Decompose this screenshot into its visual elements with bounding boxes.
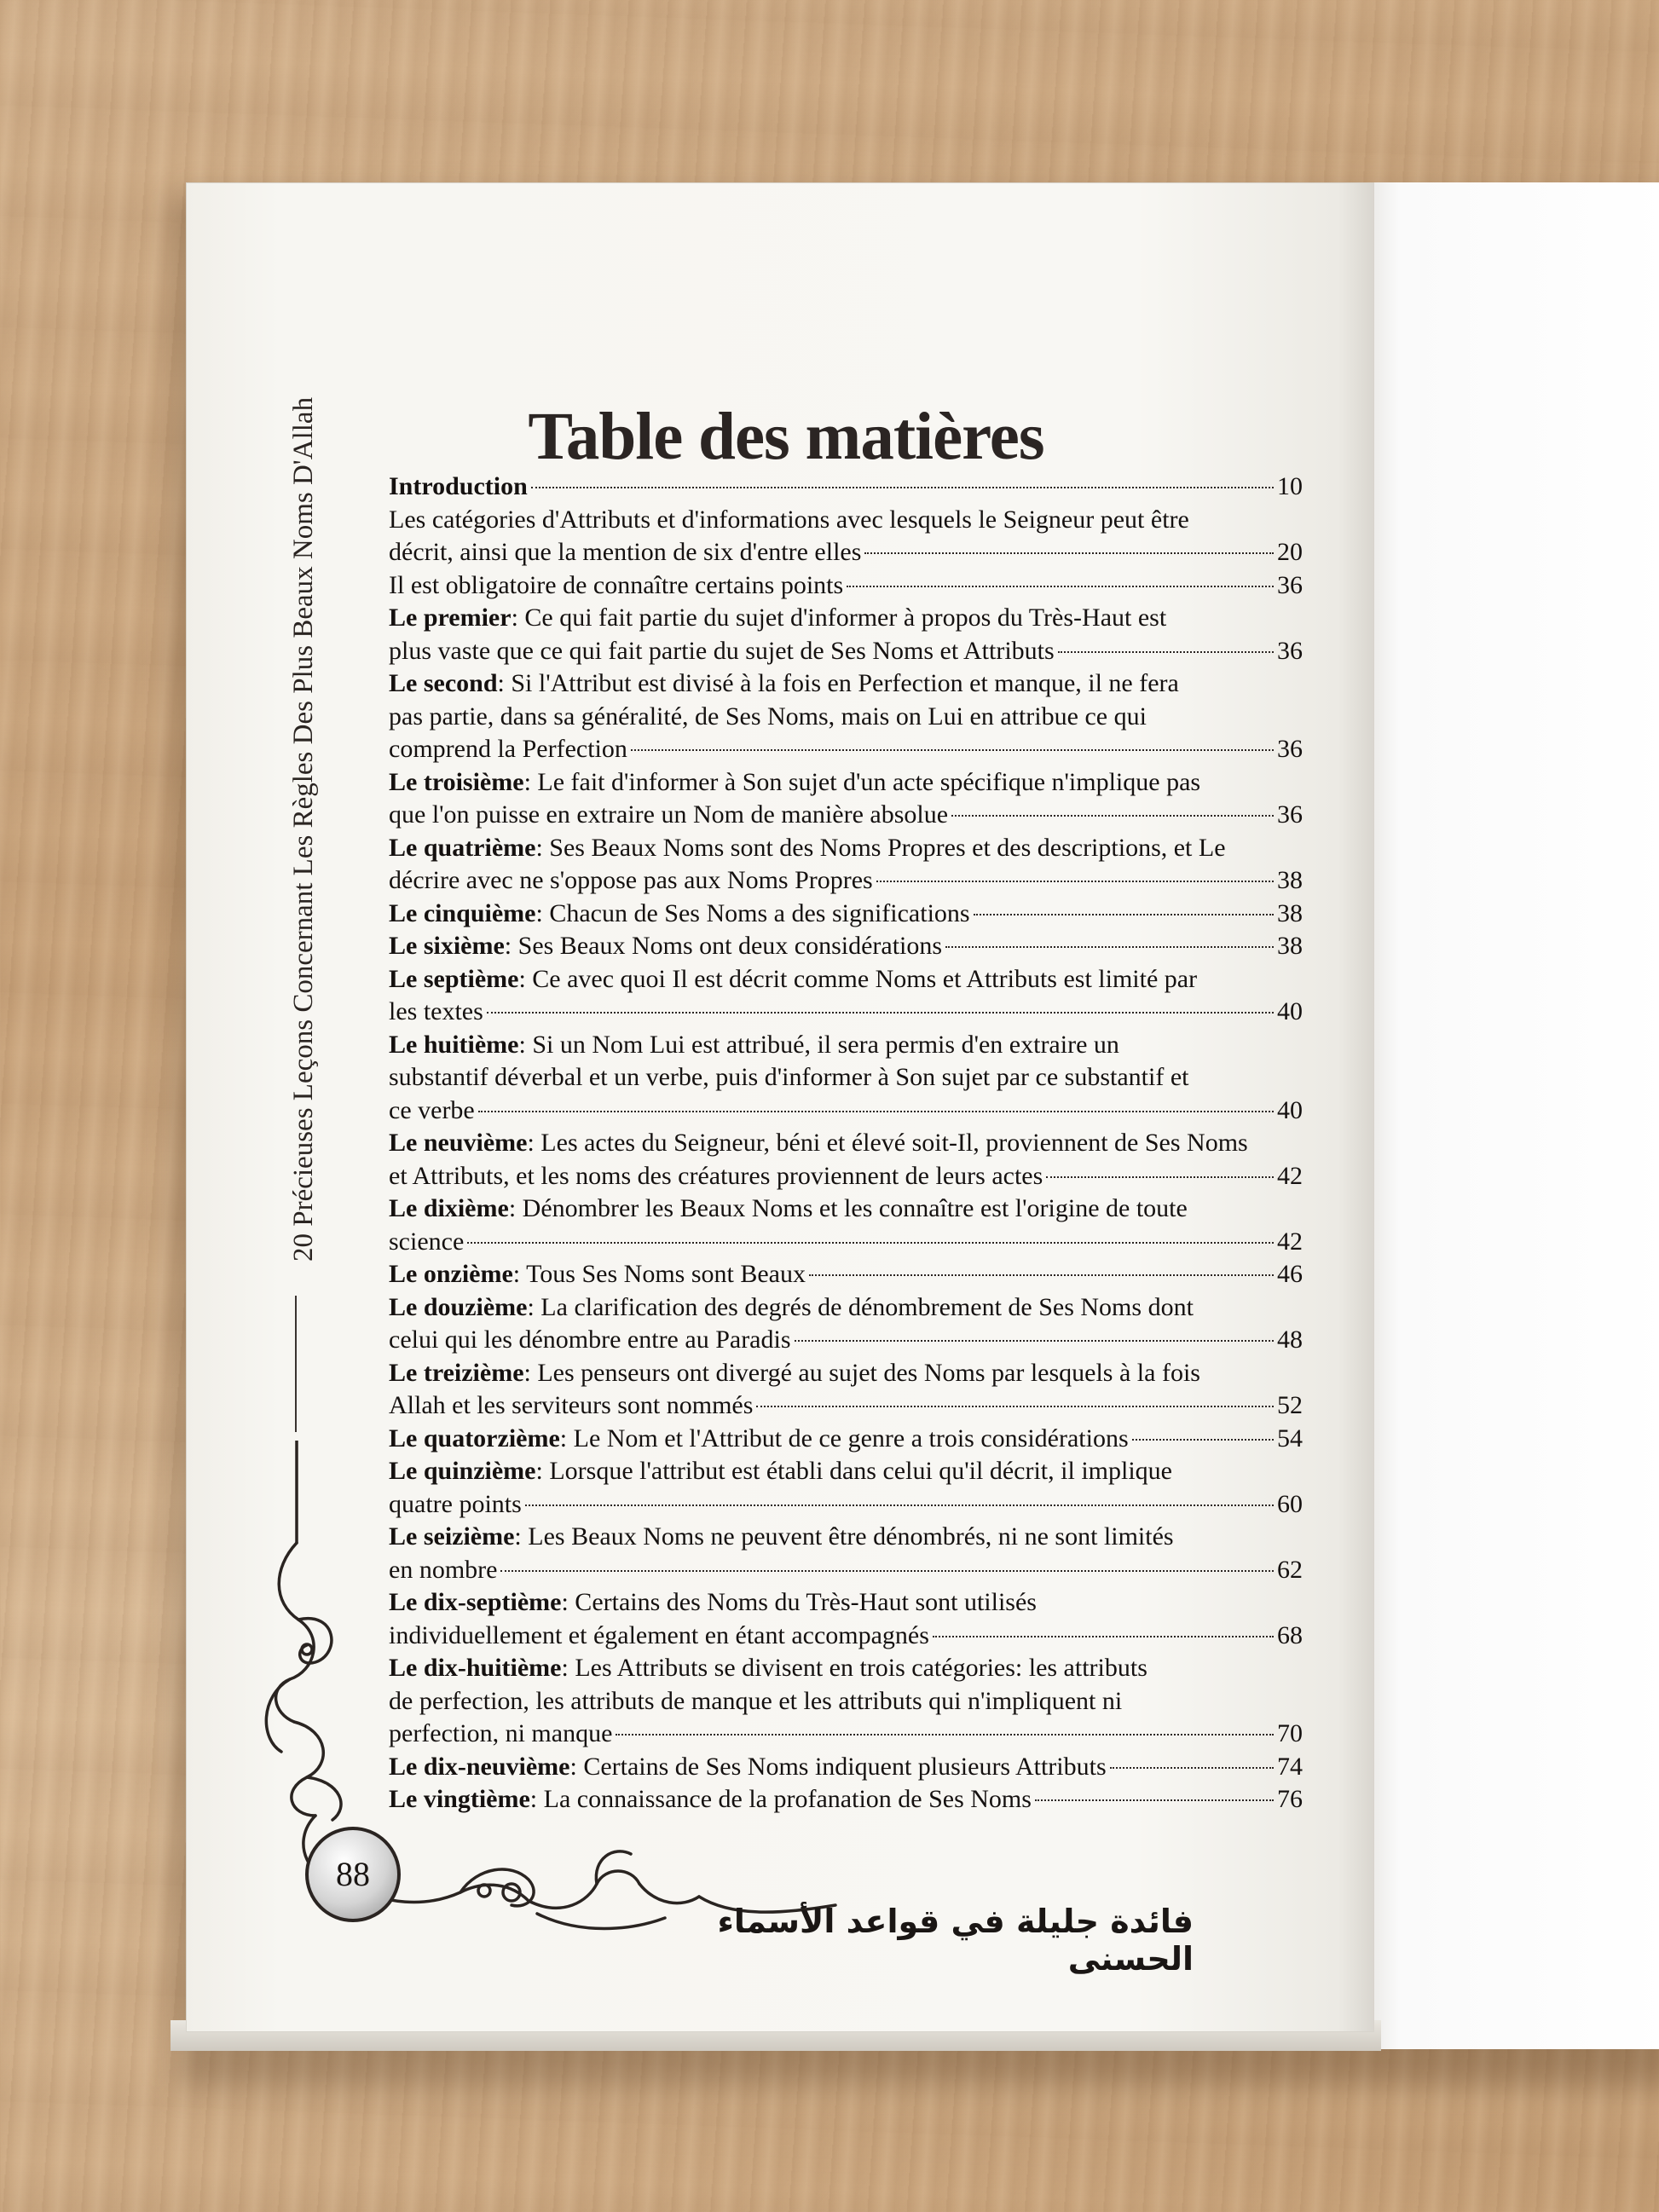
toc-page-number: 38 bbox=[1277, 932, 1303, 960]
toc-entry bbox=[389, 471, 1303, 504]
toc-entry-label: Le troisième bbox=[389, 767, 524, 796]
toc-entry bbox=[389, 504, 1303, 569]
toc-page-number: 54 bbox=[1277, 1424, 1303, 1453]
toc-entry-text: : Si un Nom Lui est attribué, il sera permis d'en extraire un bbox=[518, 1030, 1119, 1059]
dot-leader bbox=[631, 749, 1274, 751]
toc-entry-text: : Ce avec quoi Il est décrit comme Noms et Attributs est limité par bbox=[518, 964, 1198, 993]
toc-line bbox=[389, 996, 1303, 1029]
toc-entry-label: Le seizième bbox=[389, 1522, 515, 1551]
toc-line bbox=[389, 602, 1303, 635]
toc-line bbox=[389, 898, 1303, 931]
dot-leader bbox=[809, 1274, 1274, 1276]
toc-entry-label: Le dixième bbox=[389, 1194, 509, 1222]
toc-entry bbox=[389, 602, 1303, 667]
toc-line bbox=[389, 1193, 1303, 1226]
toc-entry-label: Le neuvième bbox=[389, 1129, 528, 1157]
toc-line-text bbox=[389, 1324, 791, 1357]
toc-entry bbox=[389, 1127, 1303, 1193]
toc-entry-text: : Ses Beaux Noms sont des Noms Propres et des descriptions, et Le bbox=[535, 833, 1226, 862]
toc-entry-text: de perfection, les attributs de manque et les attributs qui n'impliquent ni bbox=[389, 1686, 1123, 1715]
toc-entry-text: : Ce qui fait partie du sujet d'informer à propos du Très-Haut est bbox=[511, 604, 1167, 632]
toc-line bbox=[389, 1029, 1303, 1062]
toc-entry-label: Le dix-huitième bbox=[389, 1654, 562, 1682]
toc-page-number: 46 bbox=[1277, 1260, 1303, 1288]
toc-line-text bbox=[389, 996, 483, 1029]
toc-entry bbox=[389, 1291, 1303, 1357]
toc-entry-text: : La clarification des degrés de dénombrement de Ses Noms dont bbox=[527, 1292, 1194, 1321]
toc-line bbox=[389, 1226, 1303, 1259]
toc-entry bbox=[389, 930, 1303, 963]
toc-line bbox=[389, 536, 1303, 569]
toc-entry bbox=[389, 1258, 1303, 1291]
toc-line-text bbox=[389, 898, 970, 931]
toc-entry-text: : Si l'Attribut est divisé à la fois en Perfection et manque, il ne fera bbox=[497, 669, 1179, 697]
toc-page-number: 74 bbox=[1277, 1752, 1303, 1781]
toc-page-number: 70 bbox=[1277, 1719, 1303, 1747]
dot-leader bbox=[951, 815, 1274, 817]
toc-line bbox=[389, 1061, 1303, 1094]
dot-leader bbox=[847, 586, 1274, 587]
toc-page-number: 42 bbox=[1277, 1161, 1303, 1190]
toc-entry-text: : Tous Ses Noms sont Beaux bbox=[512, 1260, 806, 1288]
toc-line bbox=[389, 963, 1303, 996]
toc-line bbox=[389, 1094, 1303, 1128]
toc-entry-text: comprend la Perfection bbox=[389, 735, 627, 763]
dot-leader bbox=[487, 1012, 1274, 1014]
toc-entry bbox=[389, 1029, 1303, 1128]
toc-line-text bbox=[389, 1226, 464, 1259]
toc-entry-text: perfection, ni manque bbox=[389, 1719, 613, 1747]
toc-page-number: 62 bbox=[1277, 1555, 1303, 1584]
toc-entry-text: décrire avec ne s'oppose pas aux Noms Propres bbox=[389, 866, 873, 894]
toc-entry-text: pas partie, dans sa généralité, de Ses Noms, mais on Lui en attribue ce qui bbox=[389, 702, 1147, 731]
toc-line bbox=[389, 1291, 1303, 1325]
toc-entry-label: Le second bbox=[389, 669, 498, 697]
toc-line-text bbox=[389, 1389, 753, 1423]
toc-line bbox=[389, 799, 1303, 832]
toc-line bbox=[389, 1258, 1303, 1291]
toc-line-text bbox=[389, 1160, 1043, 1193]
toc-entry-text: et Attributs, et les noms des créatures proviennent de leurs actes bbox=[389, 1161, 1043, 1190]
toc-entry-text: : Les actes du Seigneur, béni et élevé soit-Il, proviennent de Ses Noms bbox=[527, 1129, 1248, 1157]
toc-line bbox=[389, 504, 1303, 537]
toc-page-number: 68 bbox=[1277, 1620, 1303, 1649]
toc-line-text bbox=[389, 1061, 1188, 1094]
toc-entry-text: que l'on puisse en extraire un Nom de manière absolue bbox=[389, 800, 949, 829]
toc-page-number: 36 bbox=[1277, 570, 1303, 599]
toc-entry bbox=[389, 832, 1303, 898]
toc-line bbox=[389, 864, 1303, 898]
page-title: Table des matières bbox=[528, 400, 1044, 474]
toc-line bbox=[389, 1389, 1303, 1423]
toc-line bbox=[389, 733, 1303, 766]
toc-line bbox=[389, 1324, 1303, 1357]
toc-entry-text: : Le fait d'informer à Son sujet d'un acte spécifique n'implique pas bbox=[523, 767, 1201, 796]
toc-page-number: 38 bbox=[1277, 866, 1303, 894]
toc-entry-text: Allah et les serviteurs sont nommés bbox=[389, 1391, 754, 1419]
toc-entry-text: : Ses Beaux Noms ont deux considérations bbox=[504, 932, 943, 960]
toc-line bbox=[389, 635, 1303, 668]
toc-entry-label: Le onzième bbox=[389, 1260, 513, 1288]
toc-page-number: 20 bbox=[1277, 538, 1303, 566]
dot-leader bbox=[945, 946, 1274, 948]
toc-entry bbox=[389, 1357, 1303, 1423]
toc-entry-text: celui qui les dénombre entre au Paradis bbox=[389, 1325, 791, 1354]
arabic-footer-title: فائدة جليلة في قواعد الأسماء الحسنى bbox=[717, 1903, 1194, 1978]
toc-entry-text: Les catégories d'Attributs et d'informations avec lesquels le Seigneur peut être bbox=[389, 505, 1189, 534]
toc-page-number: 10 bbox=[1277, 472, 1303, 500]
toc-entry bbox=[389, 898, 1303, 931]
toc-entry bbox=[389, 667, 1303, 766]
toc-entry-label: Le quinzième bbox=[389, 1457, 536, 1485]
toc-line-text bbox=[389, 832, 1226, 865]
running-header-vertical: 20 Précieuses Leçons Concernant Les Règles Des Plus Beaux Noms D'Allah bbox=[288, 396, 319, 1262]
toc-line-text bbox=[389, 667, 1179, 701]
toc-entry-label: Le huitième bbox=[389, 1030, 519, 1059]
toc-line bbox=[389, 667, 1303, 701]
toc-page-number: 36 bbox=[1277, 800, 1303, 829]
toc-entry bbox=[389, 569, 1303, 603]
toc-entry-text: Il est obligatoire de connaître certains points bbox=[389, 570, 844, 599]
toc-entry-text: quatre points bbox=[389, 1489, 522, 1518]
toc-line bbox=[389, 1127, 1303, 1160]
toc-entry-label: Le quatrième bbox=[389, 833, 536, 862]
toc-entry-label: Le septième bbox=[389, 964, 519, 993]
dot-leader bbox=[876, 881, 1274, 882]
toc-entry-text: décrit, ainsi que la mention de six d'entre elles bbox=[389, 538, 862, 566]
toc-page-number: 38 bbox=[1277, 898, 1303, 927]
dot-leader bbox=[756, 1406, 1274, 1407]
toc-line-text bbox=[389, 701, 1147, 734]
toc-line bbox=[389, 766, 1303, 800]
toc-entry-text: les textes bbox=[389, 997, 483, 1025]
toc-line-text bbox=[389, 569, 843, 603]
toc-entry-text: : Les Attributs se divisent en trois catégories: les attributs bbox=[561, 1654, 1147, 1682]
dot-leader bbox=[974, 914, 1274, 915]
toc-line-text bbox=[389, 1357, 1200, 1390]
toc-line-text bbox=[389, 1193, 1188, 1226]
toc-line-text bbox=[389, 602, 1166, 635]
toc-line-text bbox=[389, 766, 1200, 800]
toc-line-text bbox=[389, 1094, 475, 1128]
toc-line-text bbox=[389, 1029, 1119, 1062]
toc-entry bbox=[389, 963, 1303, 1029]
toc-line bbox=[389, 701, 1303, 734]
dot-leader bbox=[1058, 651, 1274, 653]
toc-entry-label: Le douzième bbox=[389, 1292, 528, 1321]
toc-page-number: 36 bbox=[1277, 636, 1303, 665]
toc-page-number: 60 bbox=[1277, 1489, 1303, 1518]
toc-entry-text: : Les Beaux Noms ne peuvent être dénombrés, ni ne sont limités bbox=[514, 1522, 1174, 1551]
toc-line-text bbox=[389, 504, 1189, 537]
toc-entry-text: en nombre bbox=[389, 1555, 498, 1584]
toc-entry-text: : Le Nom et l'Attribut de ce genre a trois considérations bbox=[559, 1424, 1129, 1453]
toc-line-text bbox=[389, 930, 942, 963]
dot-leader bbox=[1046, 1176, 1274, 1178]
toc-entry-text: : Les penseurs ont divergé au sujet des Noms par lesquels à la fois bbox=[523, 1358, 1200, 1387]
toc-line-text bbox=[389, 536, 861, 569]
toc-line bbox=[389, 1160, 1303, 1193]
toc-entry-label: Introduction bbox=[389, 472, 528, 500]
toc-entry-text: : Chacun de Ses Noms a des significations bbox=[535, 898, 970, 927]
toc-page-number: 42 bbox=[1277, 1227, 1303, 1256]
toc-entry-text: : Lorsque l'attribut est établi dans celui qu'il décrit, il implique bbox=[535, 1457, 1172, 1485]
toc-line bbox=[389, 930, 1303, 963]
toc-entry-label: Le dix-septième bbox=[389, 1588, 562, 1616]
toc-page-number: 76 bbox=[1277, 1785, 1303, 1813]
toc-page-number: 40 bbox=[1277, 997, 1303, 1025]
toc-line bbox=[389, 832, 1303, 865]
toc-entry-label: Le treizième bbox=[389, 1358, 524, 1387]
dot-leader bbox=[478, 1111, 1274, 1112]
toc-entry-text: : Certains de Ses Noms indiquent plusieurs Attributs bbox=[569, 1752, 1107, 1781]
toc-line-text bbox=[389, 1258, 806, 1291]
dot-leader bbox=[531, 487, 1274, 488]
toc-entry-text: ce verbe bbox=[389, 1095, 475, 1124]
toc-entry-label: Le dix-neuvième bbox=[389, 1752, 570, 1781]
toc-entry-text: : Certains des Noms du Très-Haut sont utilisés bbox=[561, 1588, 1037, 1616]
toc-entry-label: Le premier bbox=[389, 604, 512, 632]
right-page bbox=[1362, 182, 1659, 2049]
toc-line-text bbox=[389, 864, 873, 898]
toc-line-text bbox=[389, 799, 948, 832]
dot-leader bbox=[467, 1242, 1274, 1244]
toc-line-text bbox=[389, 1291, 1194, 1325]
toc-line-text bbox=[389, 635, 1055, 668]
running-header-rule bbox=[295, 1296, 297, 1432]
toc-entry-label: Le cinquième bbox=[389, 898, 536, 927]
toc-entry-text: : Dénombrer les Beaux Noms et les connaître est l'origine de toute bbox=[508, 1194, 1188, 1222]
toc-line bbox=[389, 471, 1303, 504]
toc-line bbox=[389, 1357, 1303, 1390]
toc-entry-text: individuellement et également en étant accompagnés bbox=[389, 1620, 929, 1649]
toc-entry-text: science bbox=[389, 1227, 465, 1256]
toc-entry-label: Le quatorzième bbox=[389, 1424, 560, 1453]
toc-entry bbox=[389, 766, 1303, 832]
toc-page-number: 36 bbox=[1277, 735, 1303, 763]
toc-page-number: 40 bbox=[1277, 1095, 1303, 1124]
toc-line-text bbox=[389, 733, 627, 766]
toc-entry bbox=[389, 1193, 1303, 1258]
toc-line bbox=[389, 569, 1303, 603]
toc-entry-text: : La connaissance de la profanation de Ses Noms bbox=[529, 1785, 1032, 1813]
toc-line-text bbox=[389, 963, 1197, 996]
toc-entry-label: Le sixième bbox=[389, 932, 505, 960]
page-number: 88 bbox=[305, 1827, 401, 1922]
toc-line-text bbox=[389, 471, 528, 504]
toc-entry-label: Le vingtième bbox=[389, 1785, 530, 1813]
dot-leader bbox=[864, 552, 1274, 554]
dot-leader bbox=[795, 1340, 1274, 1342]
toc-entry-text: substantif déverbal et un verbe, puis d'informer à Son sujet par ce substantif et bbox=[389, 1063, 1189, 1091]
toc-page-number: 52 bbox=[1277, 1391, 1303, 1419]
toc-entry-text: plus vaste que ce qui fait partie du sujet de Ses Noms et Attributs bbox=[389, 636, 1055, 665]
toc-page-number: 48 bbox=[1277, 1325, 1303, 1354]
toc-line-text bbox=[389, 1127, 1248, 1160]
